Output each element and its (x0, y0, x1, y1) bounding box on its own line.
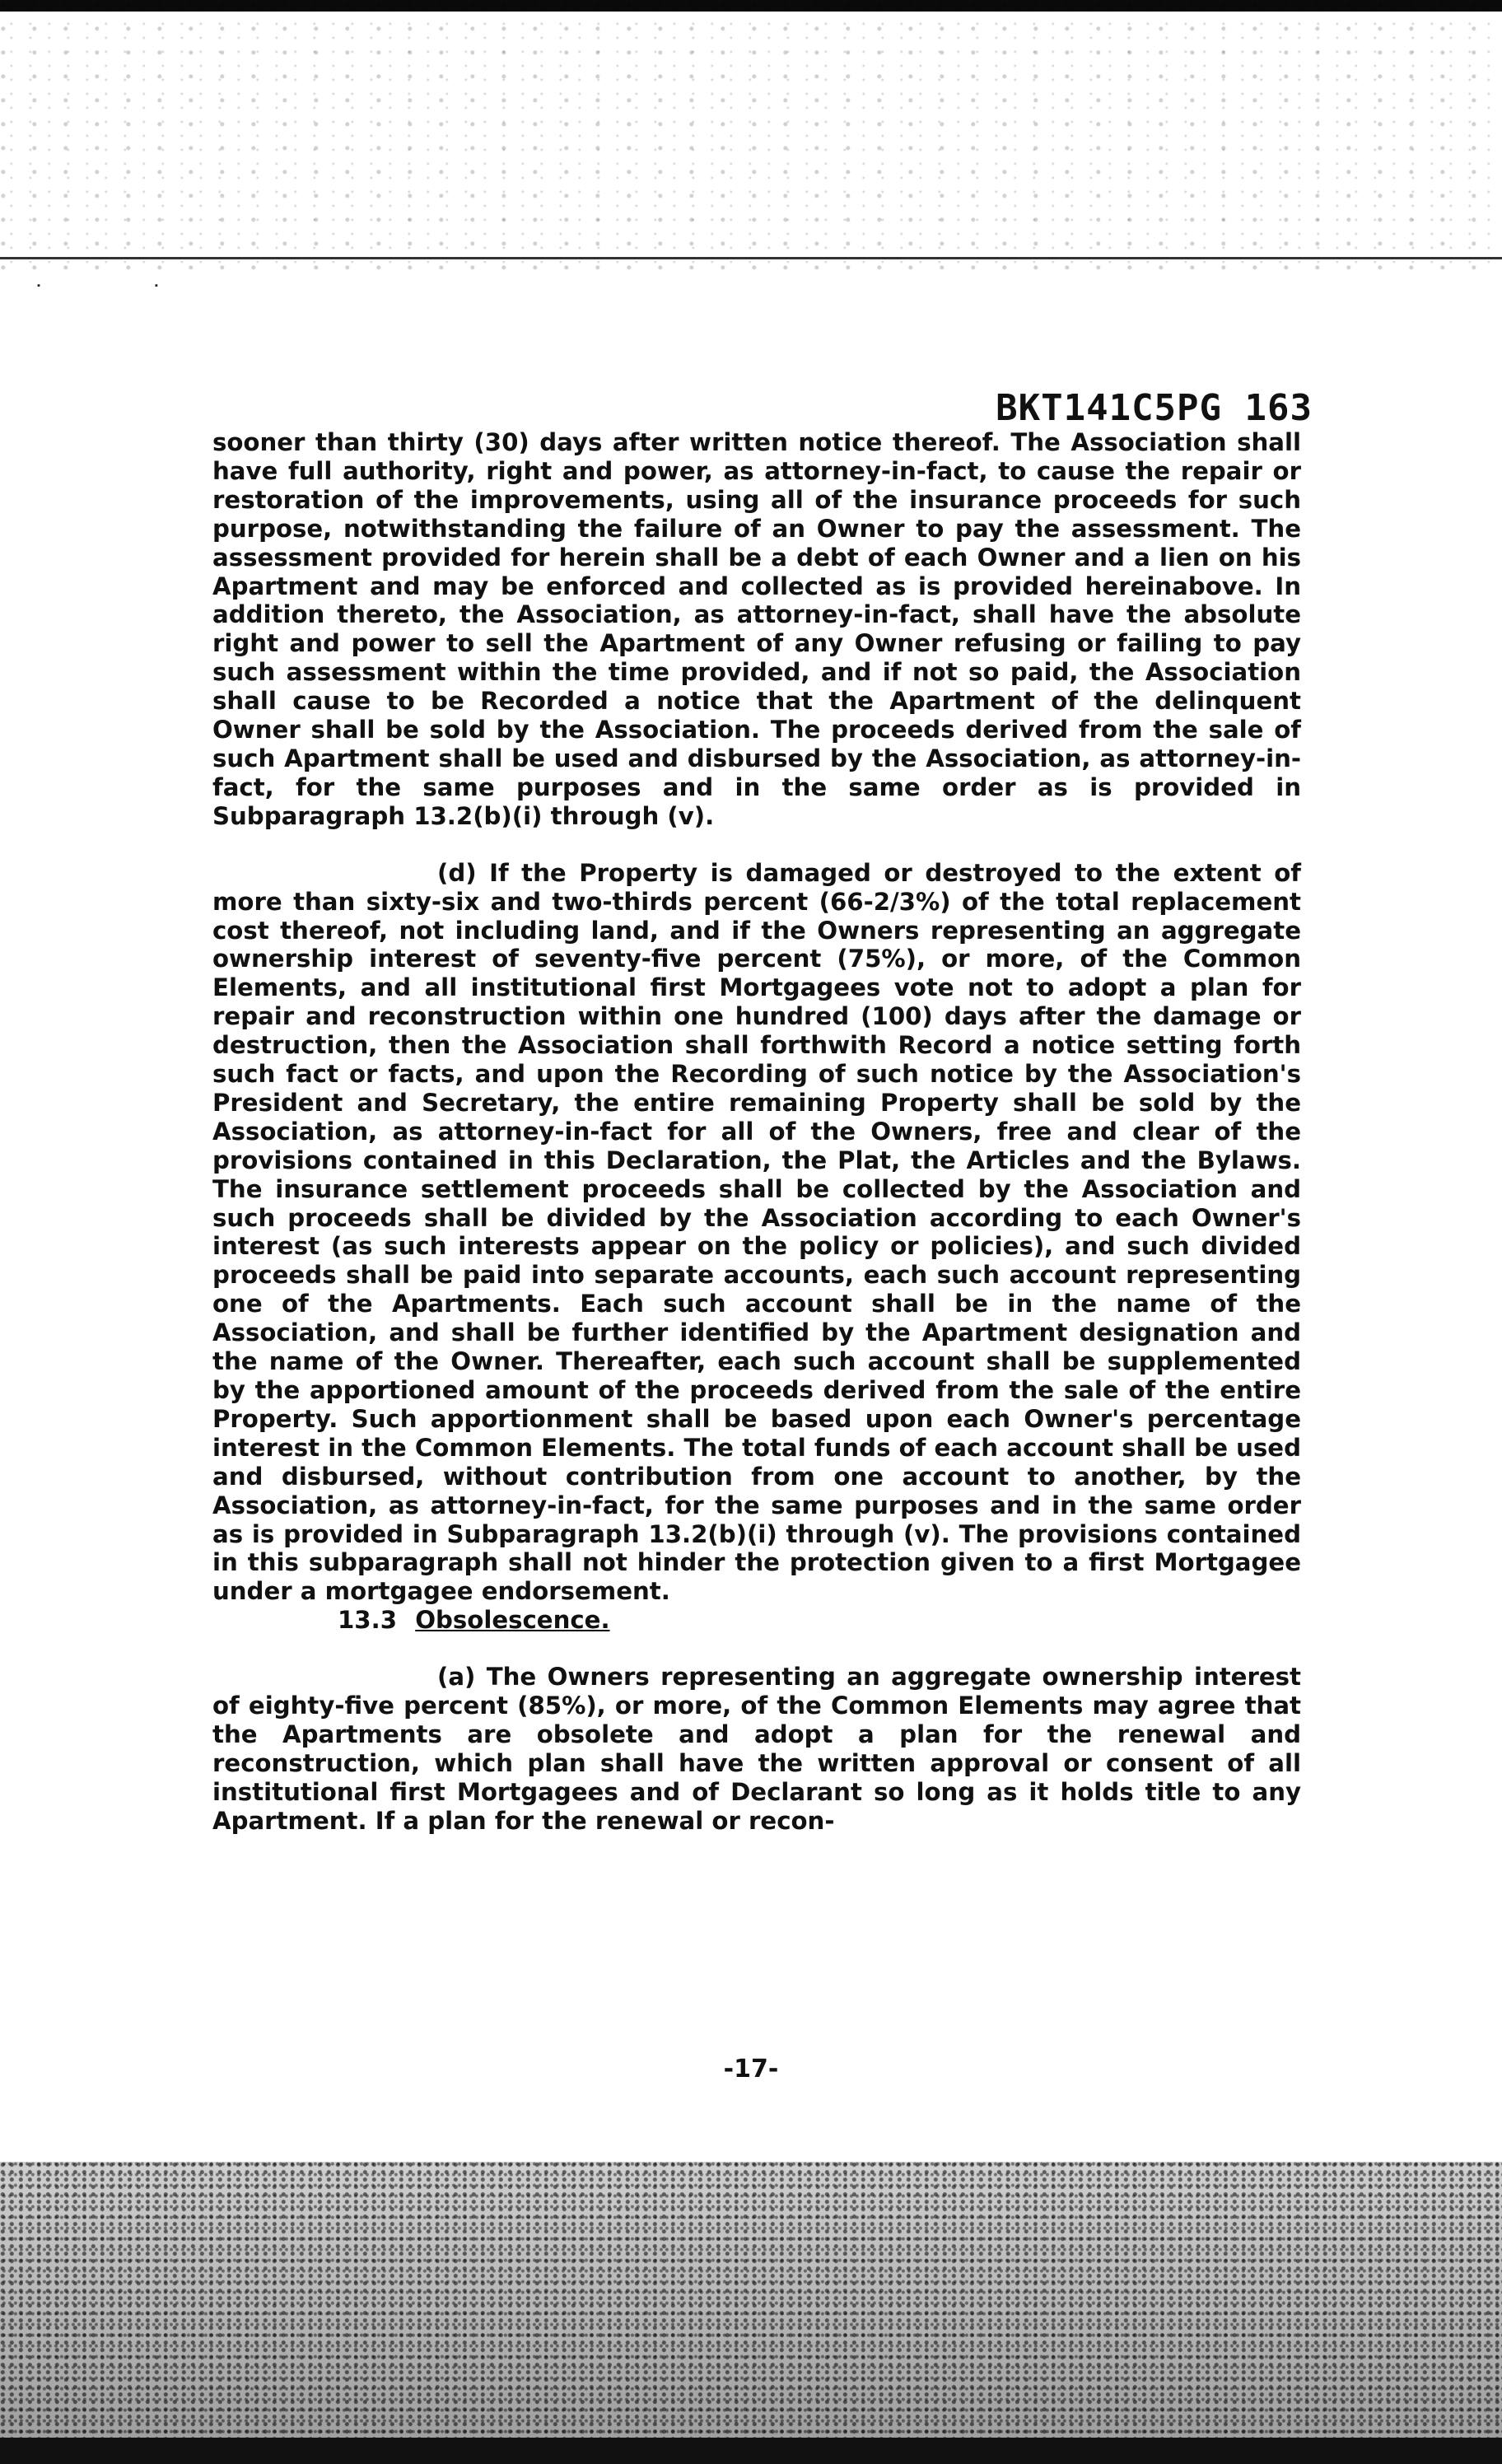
scan-edge-line (0, 257, 1502, 259)
book-page-stamp: BKT141C5PG 163 (996, 387, 1313, 429)
paragraph-continuation: sooner than thirty (30) days after written notice thereof. The Association shall have full authority, right and power, as attorney-in-fact, to cause the repair or restoration of the improvements, using all of the insurance proceeds for such purpose, notwithstanding the failure of an Owner to pay the assessment. The assessment provided for herein shall be a debt of each Owner and a lien on his Apartment and may be enforced and collected as is provided hereinabove. In addition thereto, the Association, as attorney-in-fact, shall have the absolute right and power to sell the Apartment of any Owner refusing or failing to pay such assessment within the time provided, and if not so paid, the Association shall cause to be Recorded a notice that the Apartment of the delinquent Owner shall be sold by the Association. The proceeds derived from the sale of such Apartment shall be used and disbursed by the Association, as attorney-in-fact, for the same purposes and in the same order as is provided in Subparagraph 13.2(b)(i) through (v). (212, 428, 1301, 830)
scan-noise-top (0, 0, 1502, 272)
section-heading (212, 1606, 1301, 1635)
margin-marks: ˙ ˙ (33, 280, 212, 307)
page-number: -17- (723, 2055, 779, 2084)
scan-noise-bottom (0, 2162, 1502, 2464)
section-title: Obsolescence. (415, 1606, 610, 1635)
document-body (212, 428, 1301, 1836)
paragraph-d: (d) If the Property is damaged or destroyed to the extent of more than sixty-six and two-thirds percent (66-2/3%) of the total replacement cost thereof, not including land, and if the Owners representing an aggregate ownership interest of seventy-five percent (75%), or more, of the Common Elements, and all institutional first Mortgagees vote not to adopt a plan for repair and reconstruction within one hundred (100) days after the damage or destruction, then the Association shall forthwith Record a notice setting forth such fact or facts, and upon the Recording of such notice by the Association's President and Secretary, the entire remaining Property shall be sold by the Association, as attorney-in-fact for all of the Owners, free and clear of the provisions contained in this Declaration, the Plat, the Articles and the Bylaws. The insurance settlement proceeds shall be collected by the Association and such proceeds shall be divided by the Association according to each Owner's interest (as such interests appear on the policy or policies), and such divided proceeds shall be paid into separate accounts, each such account representing one of the Apartments. Each such account shall be in the name of the Association, and shall be further identified by the Apartment designation and the name of the Owner. Thereafter, each such account shall be supplemented by the apportioned amount of the proceeds derived from the sale of the entire Property. Such apportionment shall be based upon each Owner's percentage interest in the Common Elements. The total funds of each account shall be used and disbursed, without contribution from one account to another, by the Association, as attorney-in-fact, for the same purposes and in the same order as is provided in Subparagraph 13.2(b)(i) through (v). The provisions contained in this subparagraph shall not hinder the protection given to a first Mortgagee under a mortgagee endorsement. (212, 858, 1301, 1606)
section-number: 13.3 (338, 1606, 398, 1635)
scan-edge-bottom (0, 2438, 1502, 2464)
paragraph-a: (a) The Owners representing an aggregate ownership interest of eighty-five percent (85%), or more, of the Common Elements may agree that the Apartments are obsolete and adopt a plan for the renewal and reconstruction, which plan shall have the written approval or consent of all institutional first Mortgagees and of Declarant so long as it holds title to any Apartment. If a plan for the renewal or recon- (212, 1663, 1301, 1835)
